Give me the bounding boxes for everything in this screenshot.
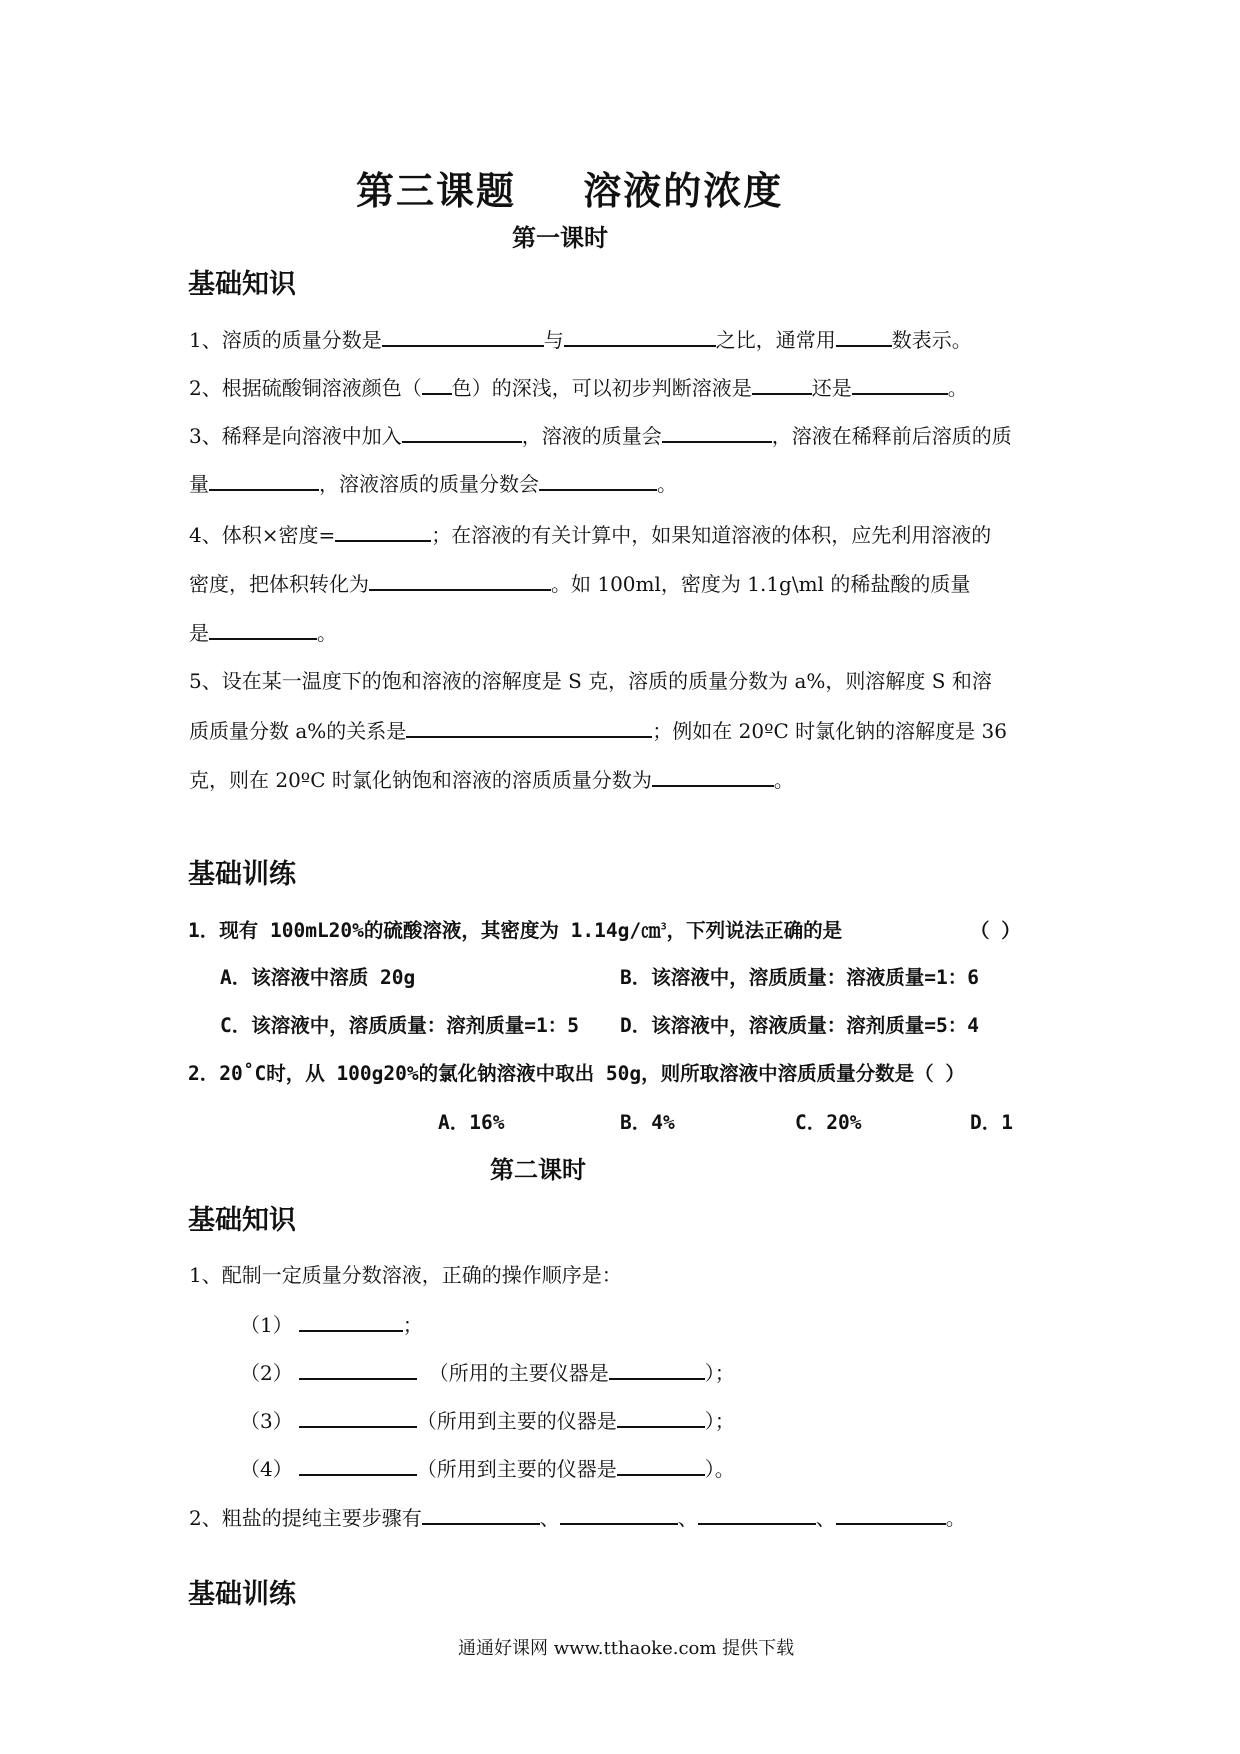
- lesson2-training-heading: 基础训练: [188, 1579, 296, 1610]
- answer-blank[interactable]: [299, 1406, 417, 1428]
- l2-question-1-stem: 1、配制一定质量分数溶液，正确的操作顺序是：: [189, 1263, 622, 1287]
- answer-blank[interactable]: [299, 1358, 417, 1380]
- l1-train-q2-option-d: D．1: [970, 1111, 1013, 1134]
- l1-question-2: 2、根据硫酸铜溶液颜色（ 色）的深浅，可以初步判断溶液是 还是 。: [189, 373, 968, 402]
- lesson1-knowledge-heading: 基础知识: [188, 269, 296, 300]
- l1-question-4-line3: 是 。: [189, 618, 337, 647]
- l1-question-4-line2: 密度，把体积转化为 。如 100ml，密度为 1.1g\ml 的稀盐酸的质量: [189, 569, 970, 598]
- l1-question-5-line3: 克，则在 20ºC 时氯化钠饱和溶液的溶质质量分数为 。: [189, 765, 794, 794]
- answer-blank[interactable]: [539, 469, 657, 491]
- l2-step-2: （2） （所用的主要仪器是 ）；: [240, 1358, 735, 1387]
- l1-train-q1-option-c: C．该溶液中，溶质质量：溶剂质量=1：5: [220, 1014, 579, 1037]
- answer-blank[interactable]: [335, 520, 431, 542]
- answer-blank[interactable]: [662, 421, 772, 443]
- lesson2-knowledge-heading: 基础知识: [188, 1205, 296, 1236]
- lesson1-heading: 第一课时: [512, 224, 608, 252]
- answer-blank[interactable]: [382, 325, 544, 347]
- lesson2-heading: 第二课时: [490, 1156, 586, 1184]
- answer-blank[interactable]: [564, 325, 716, 347]
- l1-train-q2-option-a: A．16%: [438, 1111, 505, 1134]
- l2-step-1: （1） ；: [240, 1310, 423, 1339]
- answer-blank[interactable]: [852, 373, 948, 395]
- l1-train-q1-option-d: D．该溶液中，溶液质量：溶剂质量=5：4: [620, 1014, 979, 1037]
- answer-blank[interactable]: [836, 1503, 946, 1525]
- answer-blank[interactable]: [752, 373, 812, 395]
- answer-blank[interactable]: [369, 569, 551, 591]
- l2-question-2: 2、粗盐的提纯主要步骤有 、 、 、 。: [189, 1503, 966, 1532]
- l1-train-q2-option-c: C．20%: [795, 1111, 862, 1134]
- answer-blank[interactable]: [299, 1310, 403, 1332]
- l2-step-4: （4） （所用到主要的仪器是 ）。: [240, 1454, 735, 1483]
- title-part2: 溶液的浓度: [583, 169, 784, 213]
- l1-question-5-line1: 5、设在某一温度下的饱和溶液的溶解度是 S 克，溶质的质量分数为 a%，则溶解度 S 和溶: [189, 669, 992, 693]
- answer-blank[interactable]: [617, 1406, 705, 1428]
- answer-blank[interactable]: [209, 618, 317, 640]
- l1-question-3-line2: 量 ，溶液溶质的质量分数会 。: [189, 469, 677, 498]
- l1-train-q1-stem: 1．现有 100mL20%的硫酸溶液，其密度为 1.14g/㎝$^3$，下列说法正确的是: [188, 919, 843, 942]
- lesson1-training-heading: 基础训练: [188, 859, 296, 890]
- l1-question-4-line1: 4、体积×密度= ；在溶液的有关计算中，如果知道溶液的体积，应先利用溶液的: [189, 520, 991, 549]
- answer-blank[interactable]: [698, 1503, 816, 1525]
- answer-blank[interactable]: [609, 1358, 705, 1380]
- answer-blank[interactable]: [406, 716, 652, 738]
- answer-blank[interactable]: [560, 1503, 678, 1525]
- title-part1: 第三课题: [356, 169, 517, 213]
- answer-blank[interactable]: [402, 421, 522, 443]
- l1-question-5-line2: 质质量分数 a%的关系是 ；例如在 20ºC 时氯化钠的溶解度是 36: [189, 716, 1007, 745]
- answer-blank[interactable]: [209, 469, 319, 491]
- l1-train-q2-option-b: B．4%: [620, 1111, 675, 1134]
- l1-train-q1-paren: （ ）: [970, 919, 1021, 942]
- l1-question-3-line1: 3、稀释是向溶液中加入 ，溶液的质量会 ，溶液在稀释前后溶质的质: [189, 421, 1012, 450]
- l1-train-q1-option-b: B．该溶液中，溶质质量：溶液质量=1：6: [620, 966, 979, 989]
- l1-question-1: 1、溶质的质量分数是 与 之比，通常用 数表示。: [189, 325, 972, 354]
- answer-blank[interactable]: [617, 1454, 705, 1476]
- answer-blank[interactable]: [422, 1503, 540, 1525]
- l1-train-q2-stem: 2．20˚C时，从 100g20%的氯化钠溶液中取出 50g，则所取溶液中溶质质量分数是（ ）: [188, 1062, 965, 1085]
- answer-blank[interactable]: [299, 1454, 417, 1476]
- page-title: [356, 160, 783, 215]
- l1-train-q1-option-a: A．该溶液中溶质 20g: [220, 966, 416, 989]
- answer-blank[interactable]: [422, 373, 452, 395]
- l2-step-3: （3） （所用到主要的仪器是 ）；: [240, 1406, 735, 1435]
- answer-blank[interactable]: [836, 325, 892, 347]
- answer-blank[interactable]: [652, 765, 774, 787]
- page-footer: 通通好课网 www.tthaoke.com 提供下载: [458, 1638, 795, 1659]
